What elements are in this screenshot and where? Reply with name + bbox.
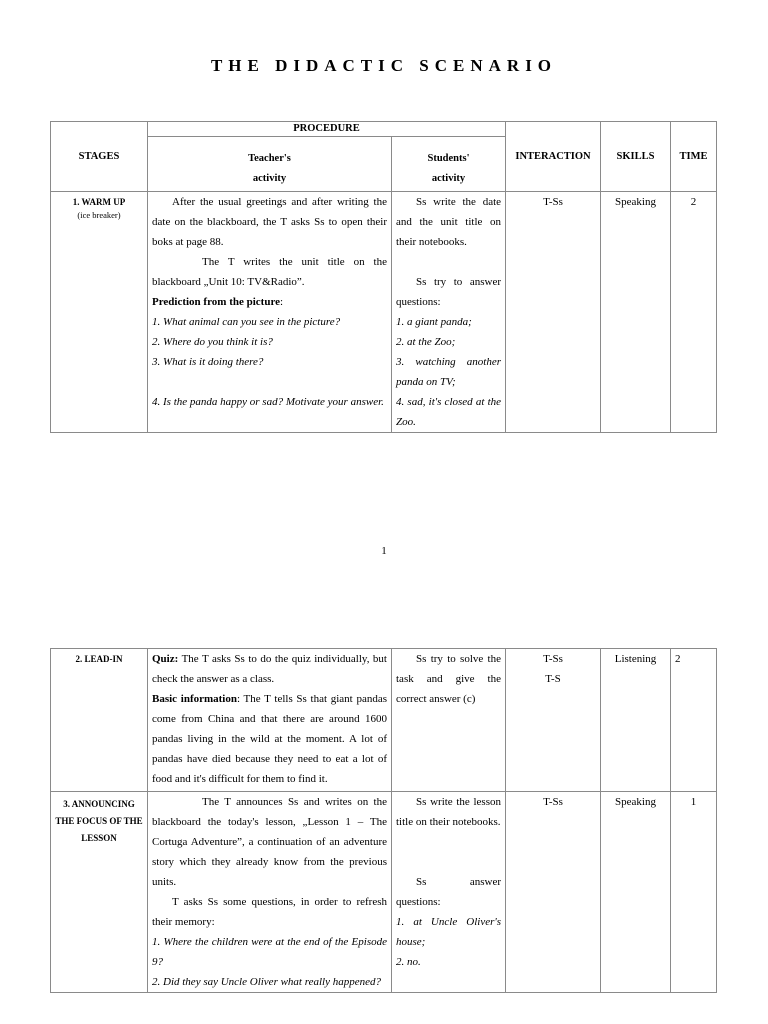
stage-cell <box>51 649 148 792</box>
interaction-cell: T-Ss <box>506 192 601 433</box>
students-paragraph: Ss try to solve the task and give the correct answer (c) <box>396 653 501 705</box>
teacher-question: 3. What is it doing there? <box>152 356 264 368</box>
interaction-value: T-S <box>545 673 561 685</box>
stage-cell <box>51 792 148 993</box>
students-paragraph: Ss try to answer questions: <box>396 276 502 308</box>
students-header-line-2: activity <box>431 173 466 184</box>
teacher-question: 1. What animal can you see in the picture? <box>152 316 341 328</box>
students-paragraph: Ss write the date and the unit title on their notebooks. <box>396 196 502 248</box>
teacher-question: 2. Did they say Uncle Oliver what really happened? <box>152 976 382 988</box>
teacher-paragraph: The T asks Ss to do the quiz individually, but check the answer as a class. <box>152 653 387 685</box>
teacher-paragraph: : The T tells Ss that giant pandas come from China and that there are around 1600 pandas living in the wild at the moment. A lot of pandas have died because they need to eat a lot of food and it's difficult for them to find it. <box>152 693 387 785</box>
students-answer: 1. at Uncle Oliver's house; <box>396 916 501 948</box>
table-row <box>51 792 717 993</box>
scenario-table-continued <box>50 648 717 993</box>
students-answer: 4. sad, it's closed at the Zoo. <box>396 396 502 428</box>
teacher-activity-cell <box>148 792 392 993</box>
table-row <box>51 649 717 792</box>
teacher-paragraph: After the usual greetings and after writing the date on the blackboard, the T asks Ss to open their boks at page 88. <box>152 196 387 248</box>
interaction-header: INTERACTION <box>506 122 601 192</box>
time-header: TIME <box>671 122 717 192</box>
teacher-activity-header <box>148 137 392 192</box>
students-answer: 3. watching another panda on TV; <box>396 356 502 388</box>
students-activity-cell <box>392 792 506 993</box>
students-answer: 2. at the Zoo; <box>396 336 456 348</box>
interaction-cell <box>506 649 601 792</box>
procedure-header: PROCEDURE <box>148 122 506 137</box>
stage-subtitle: (ice breaker) <box>77 210 121 220</box>
skills-cell: Speaking <box>601 792 671 993</box>
teacher-question: 1. Where the children were at the end of the Episode 9? <box>152 936 387 968</box>
skills-cell: Speaking <box>601 192 671 433</box>
time-cell: 2 <box>671 192 717 433</box>
stage-name: 1. WARM UP <box>72 197 126 207</box>
stages-header: STAGES <box>51 122 148 192</box>
skills-cell: Listening <box>601 649 671 792</box>
students-answer: 2. no. <box>396 956 421 968</box>
students-header-line-1: Students' <box>427 153 470 164</box>
header-row <box>51 122 717 137</box>
page-title: THE DIDACTIC SCENARIO <box>210 56 558 75</box>
basic-info-label: Basic information <box>152 693 237 705</box>
page-number: 1 <box>381 545 387 557</box>
teacher-question: 2. Where do you think it is? <box>152 336 273 348</box>
time-cell: 2 <box>671 649 717 792</box>
teacher-header-line-1: Teacher's <box>248 153 291 164</box>
teacher-activity-cell <box>148 649 392 792</box>
table-row <box>51 192 717 433</box>
stage-name: 3. ANNOUNCING THE FOCUS OF THE LESSON <box>55 799 143 843</box>
stage-cell <box>51 192 148 433</box>
teacher-paragraph: The T writes the unit title on the blackboard „Unit 10: TV&Radio”. <box>152 256 387 288</box>
students-activity-header <box>392 137 506 192</box>
students-activity-cell <box>392 649 506 792</box>
teacher-header-line-2: activity <box>252 173 287 184</box>
students-paragraph: Ss write the lesson title on their notebooks. <box>396 796 501 828</box>
students-activity-cell <box>392 192 506 433</box>
teacher-heading-colon: : <box>280 296 284 308</box>
stage-name: 2. LEAD-IN <box>75 654 123 664</box>
skills-header: SKILLS <box>601 122 671 192</box>
teacher-paragraph: The T announces Ss and writes on the blackboard the today's lesson, „Lesson 1 – The Cortuga Adventure”, a continuation of an adventure story which they already know from the previous units. <box>152 796 387 888</box>
interaction-cell: T-Ss <box>506 792 601 993</box>
teacher-heading: Prediction from the picture <box>152 296 281 308</box>
teacher-paragraph: T asks Ss some questions, in order to refresh their memory: <box>152 896 387 928</box>
students-paragraph: Ss answer questions: <box>396 876 501 908</box>
interaction-value: T-Ss <box>543 653 563 665</box>
students-answer: 1. a giant panda; <box>396 316 472 328</box>
teacher-question: 4. Is the panda happy or sad? Motivate your answer. <box>152 396 384 408</box>
scenario-table <box>50 121 717 433</box>
teacher-activity-cell <box>148 192 392 433</box>
quiz-label: Quiz: <box>152 653 179 665</box>
time-cell: 1 <box>671 792 717 993</box>
